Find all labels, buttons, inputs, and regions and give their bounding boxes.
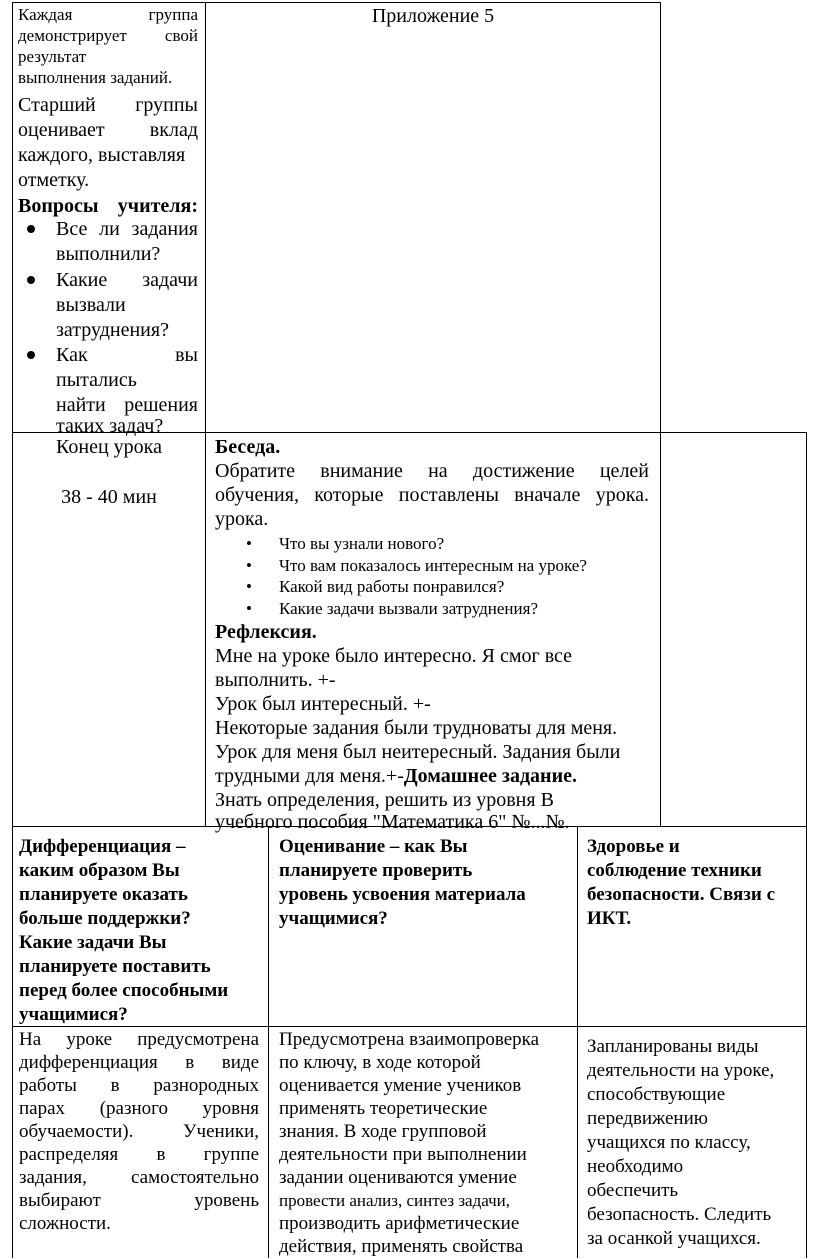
conversation-line-2: обучения, которые поставлены вначале урока. [215,484,649,506]
border-right-bottom [806,826,807,1258]
bottom-health-line-9: за осанкой учащихся. [587,1228,761,1249]
header-health-line-2: соблюдение техники [587,860,762,881]
reflection-line-3: Урок был интересный. +- [215,693,431,715]
question-1: Что вы узнали нового? [279,534,445,553]
divider-col-a [268,826,269,1258]
border-left [12,2,13,1258]
header-health-line-3: безопасности. Связи с [587,884,776,905]
conversation-line-3: урока. [215,508,269,530]
bottom-assess-line-6: деятельности при выполнении [279,1144,527,1165]
reflection-line-4: Некоторые задания были трудноваты для меня. [215,717,618,739]
reflection-title: Рефлексия. [215,621,317,643]
homework-line-1: Знать определения, решить из уровня В [215,789,554,811]
header-diff-line-8: учащимися? [19,1004,128,1025]
bottom-health-line-3: способствующие [587,1084,726,1105]
row1-right-cell [206,4,660,34]
bullet-icon [27,225,35,233]
header-health-line-4: ИКТ. [587,908,632,929]
tq3-line1: Как вы [56,344,198,366]
row1-left-cell [18,4,198,437]
reflection-line-6 [215,764,649,788]
row1-line-7: каждого, выставляя [18,144,186,166]
bottom-health-line-8: безопасность. Следить [587,1204,772,1225]
bottom-diff-line-6: распределяя в группе [19,1144,259,1165]
bottom-assess-line-9: производить арифметические [279,1213,520,1234]
bottom-diff-line-8: выбирают уровень [19,1190,259,1211]
bottom-assessment [279,1028,571,1256]
bullet-icon [27,351,35,359]
bottom-assess-line-8: провести анализ, синтез задачи, [279,1191,511,1210]
header-diff-line-3: планируете оказать [19,884,188,905]
bottom-assess-line-5: знания. В ходе групповой [279,1121,487,1142]
bottom-diff-line-5: обучаемости). Ученики, [19,1121,259,1142]
bullet-icon: • [246,534,252,553]
row2-right-cell [215,435,649,833]
border-top [12,2,661,3]
bottom-assess-line-3: оценивается умение учеников [279,1075,522,1096]
bottom-assess-line-4: применять теоретические [279,1098,488,1119]
bottom-health-line-7: обеспечить [587,1180,679,1201]
bottom-differentiation [19,1028,259,1256]
header-diff-line-6: планируете поставить [19,956,211,977]
row1-line-6: оценивает вклад [18,119,198,141]
question-4: Какие задачи вызвали затруднения? [279,599,538,618]
bottom-diff-line-7: задания, самостоятельно [19,1167,259,1188]
header-diff-line-4: больше поддержки? [19,908,191,929]
header-diff-line-5: Какие задачи Вы [19,932,167,953]
appendix-label: Приложение 5 [371,5,495,27]
reflection-line-1: Мне на уроке было интересно. Я смог все [215,645,573,667]
divider-row1-right [660,2,661,827]
bottom-diff-line-2: дифференциация в виде [19,1052,259,1073]
header-diff-line-7: перед более способными [19,980,229,1001]
bullet-icon: • [246,599,252,618]
bottom-health-line-4: передвижению [587,1108,708,1129]
row1-line-8: отметку. [18,169,90,191]
row1-line-2: демонстрирует свой [18,26,198,45]
row1-line-3: результат [18,47,87,66]
header-differentiation [19,835,264,1025]
bottom-assess-line-1: Предусмотрена взаимопроверка [279,1029,540,1050]
row1-line-5: Старший группы [18,94,198,116]
bullet-icon: • [246,577,252,596]
question-2: Что вам показалось интересным на уроке? [279,556,587,575]
bottom-assess-line-10: действия, применять свойства [279,1236,524,1257]
row1-line-1: Каждая группа [18,5,198,24]
header-assessment [279,835,569,935]
row2-left-cell [13,435,205,515]
conversation-title: Беседа. [215,436,281,458]
homework-title: Домашнее задание. [403,765,577,787]
reflection-line-2: выполнить. +- [215,669,336,691]
header-health-line-1: Здоровье и [587,836,680,857]
conversation-line-1: Обратите внимание на достижение целей [215,460,649,482]
bottom-health-line-1: Запланированы виды [587,1036,759,1057]
question-3: Какой вид работы понравился? [279,577,505,596]
tq1-line1: Все ли задания [56,218,198,240]
bottom-diff-line-9: сложности. [19,1213,111,1234]
homework-line-2: учебного пособия "Математика 6" №...№. [215,811,570,833]
header-assess-line-3: уровень усвоения материала [279,884,526,905]
time-label: 38 - 40 мин [61,486,157,508]
tq3-line2: пытались [56,369,137,391]
tq2-line2: вызвали [56,294,126,316]
border-right-row2 [806,432,807,827]
tq3-line3: найти решения [56,394,198,416]
bullet-icon: • [246,556,252,575]
bottom-health-line-2: деятельности на уроке, [587,1060,775,1081]
header-diff-line-1: Дифференциация – [19,836,186,857]
bottom-assess-line-2: по ключу, в ходе которой [279,1052,481,1073]
bottom-assess-line-7: задании оцениваются умение [279,1167,517,1188]
header-health [587,835,802,935]
bottom-health [587,1035,802,1255]
divider-row1-mid [205,2,206,827]
teacher-questions-title: Вопросы учителя: [18,195,198,217]
stage-label: Конец урока [56,436,162,458]
bullet-icon [27,276,35,284]
bottom-diff-line-4: парах (разного уровня [19,1098,259,1119]
bottom-health-line-6: необходимо [587,1156,684,1177]
reflection-line-6-text: трудными для меня.+- [215,765,404,787]
tq2-line3: затруднения? [56,319,169,341]
tq3-line4: таких задач? [56,415,164,437]
bottom-diff-line-3: работы в разнородных [19,1075,259,1096]
header-diff-line-2: каким образом Вы [19,860,180,881]
header-assess-line-4: учащимися? [279,908,388,929]
reflection-line-5: Урок для меня был неитересный. Задания были [215,741,621,763]
bottom-diff-line-1: На уроке предусмотрена [19,1029,259,1050]
divider-col-b [577,826,578,1258]
header-assess-line-2: планируете проверить [279,860,473,881]
tq1-line2: выполнили? [56,243,161,265]
tq2-line1: Какие задачи [56,269,198,291]
header-assess-line-1: Оценивание – как Вы [279,836,468,857]
bottom-health-line-5: учащихся по классу, [587,1132,751,1153]
row1-line-4: выполнения заданий. [18,68,173,87]
